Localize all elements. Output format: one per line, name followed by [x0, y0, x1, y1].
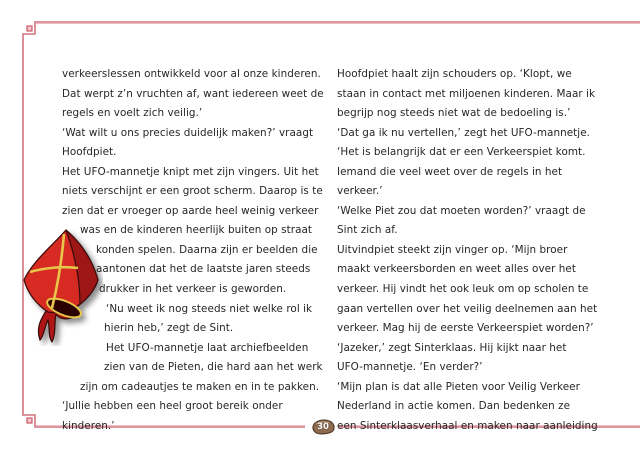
text-line: regels en voelt zich veilig.’ — [62, 107, 203, 120]
page-number-badge — [310, 419, 336, 435]
text-line: konden spelen. Daarna zijn er beelden die — [96, 243, 318, 256]
text-line: ‘Jazeker,’ zegt Sinterklaas. Hij kijkt naar het — [337, 341, 567, 354]
text-line: zien van de Pieten, die hard aan het werk — [104, 361, 323, 374]
text-line: begrijp nog steeds niet wat de bedoeling is.’ — [337, 107, 571, 120]
text-line: een Sinterklaasverhaal en maken naar aanleiding — [337, 419, 598, 432]
text-line: ‘Mijn plan is dat alle Pieten voor Veilig Verkeer — [337, 380, 580, 393]
text-line: drukker in het verkeer is geworden. — [99, 283, 287, 296]
text-line: Nederland in actie komen. Dan bedenken ze — [337, 400, 571, 413]
text-line: Uitvindpiet steekt zijn vinger op. ‘Mijn broer — [337, 243, 568, 256]
text-line: kinderen.’ — [62, 419, 115, 432]
text-line: ‘Nu weet ik nog steeds niet welke rol ik — [106, 302, 313, 315]
text-line: ‘Welke Piet zou dat moeten worden?’ vraagt de — [337, 204, 586, 217]
text-line: gaan vertellen over het veilig deelnemen aan het — [337, 302, 598, 315]
text-line: ‘Dat ga ik nu vertellen,’ zegt het UFO-mannetje. — [337, 126, 591, 139]
text-line: Het UFO-mannetje knipt met zijn vingers. Uit het — [62, 165, 319, 178]
right-column-text — [337, 65, 627, 436]
corner-ornament-top — [27, 26, 32, 31]
text-line: maakt verkeersborden en weet alles over het — [337, 263, 576, 276]
text-line: ‘Wat wilt u ons precies duidelijk maken?’ vraagt — [62, 126, 314, 139]
text-line: UFO-mannetje. ‘En verder?’ — [337, 361, 483, 374]
text-line: niets verschijnt er een groot scherm. Daarop is te — [62, 185, 323, 198]
text-line: zien dat er vroeger op aarde heel weinig verkeer — [62, 204, 319, 217]
text-line: aantonen dat het de laatste jaren steeds — [96, 263, 311, 276]
text-line: verkeer. Hij vindt het ook leuk om op scholen te — [337, 283, 589, 296]
text-line: staan in contact met miljoenen kinderen. Maar ik — [337, 87, 596, 100]
mitre-icon — [18, 228, 103, 346]
text-line: Sint zich af. — [337, 224, 398, 237]
text-line: verkeerslessen ontwikkeld voor al onze kinderen. — [62, 68, 321, 80]
text-line: Hoofdpiet. — [62, 146, 117, 159]
text-line: was en de kinderen heerlijk buiten op straat — [80, 224, 313, 237]
text-line: ‘Het is belangrijk dat er een Verkeerspiet komt. — [337, 146, 586, 159]
text-line: Hoofdpiet haalt zijn schouders op. ‘Klopt, we — [337, 68, 572, 80]
text-line: ‘Jullie hebben een heel groot bereik onder — [62, 400, 283, 413]
text-line: Iemand die veel weet over de regels in het — [337, 165, 563, 178]
text-line: hierin heb,’ zegt de Sint. — [104, 322, 234, 335]
text-line: zijn om cadeautjes te maken en in te pakken. — [80, 380, 320, 393]
text-line: verkeer. Mag hij de eerste Verkeerspiet worden?’ — [337, 322, 594, 335]
corner-ornament-bottom — [27, 418, 32, 423]
page-number: 30 — [317, 422, 329, 432]
text-line: Het UFO-mannetje laat archiefbeelden — [106, 341, 309, 354]
text-line: Dat werpt z’n vruchten af, want iedereen weet de — [62, 87, 324, 100]
text-line: verkeer.’ — [337, 185, 383, 198]
